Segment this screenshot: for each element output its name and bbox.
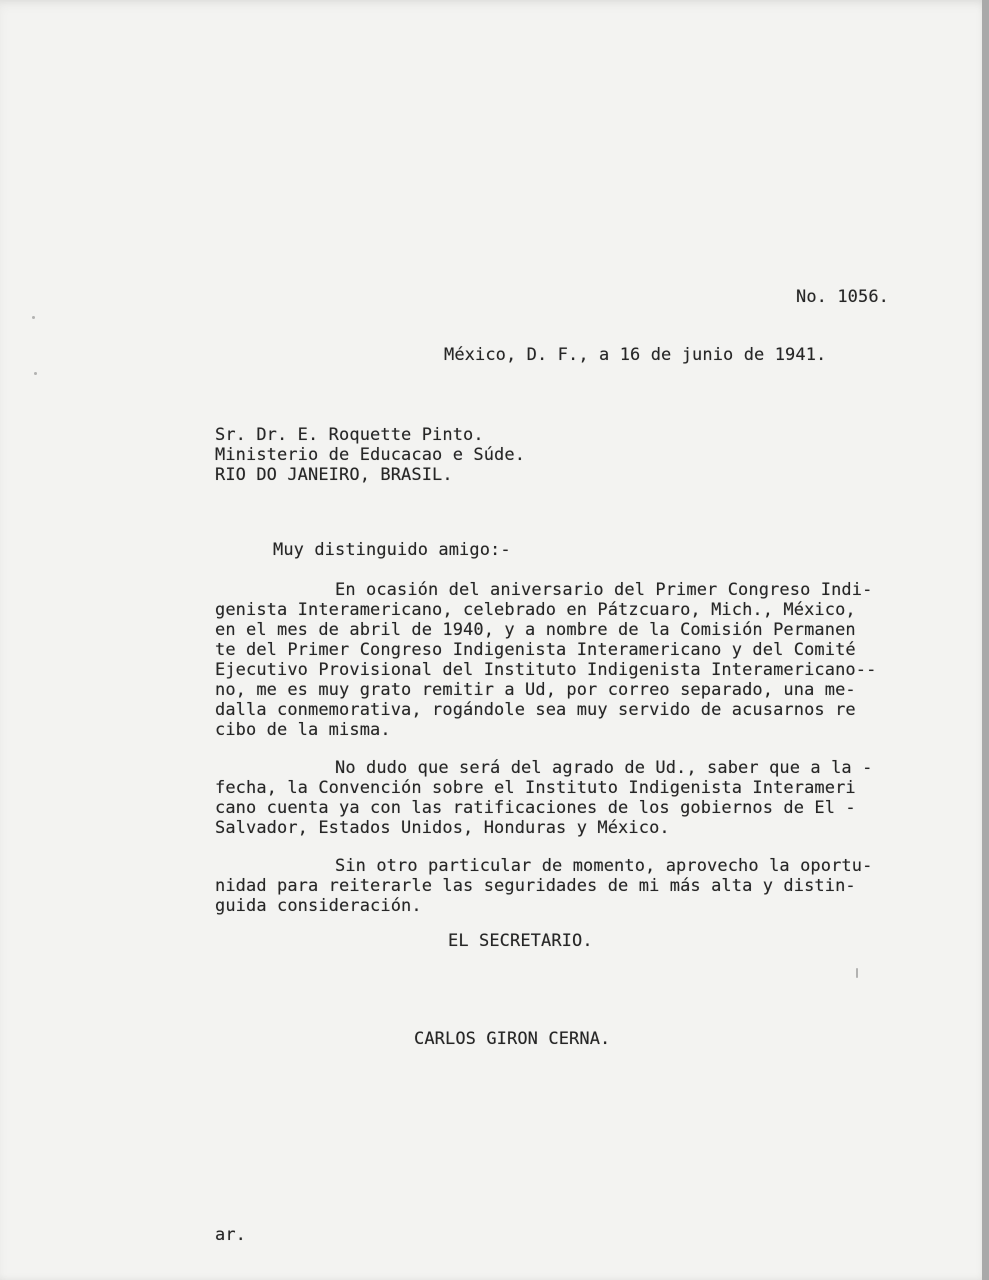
paragraph-line: Ejecutivo Provisional del Instituto Indigenista Interamericano--	[215, 660, 877, 680]
paragraph-line: guida consideración.	[215, 896, 422, 916]
page-edge-shadow	[982, 0, 989, 1280]
recipient-line: RIO DO JANEIRO, BRASIL.	[215, 465, 453, 485]
signature-name: CARLOS GIRON CERNA.	[414, 1029, 611, 1049]
paper-speck	[32, 316, 35, 319]
paragraph-line: dalla conmemorativa, rogándole sea muy servido de acusarnos re	[215, 700, 856, 720]
recipient-line: Ministerio de Educacao e Súde.	[215, 445, 526, 465]
paragraph-line: no, me es muy grato remitir a Ud, por correo separado, una me-	[215, 680, 856, 700]
typist-initials: ar.	[215, 1225, 247, 1245]
paragraph-line: No dudo que será del agrado de Ud., saber que a la -	[335, 758, 873, 778]
paragraph-line: cano cuenta ya con las ratificaciones de los gobiernos de El -	[215, 798, 856, 818]
date-line: México, D. F., a 16 de junio de 1941.	[444, 345, 827, 365]
paragraph-line: fecha, la Convención sobre el Instituto Indigenista Interameri	[215, 778, 856, 798]
paragraph-line: En ocasión del aniversario del Primer Congreso Indi-	[335, 580, 873, 600]
paragraph-line: nidad para reiterarle las seguridades de mi más alta y distin-	[215, 876, 856, 896]
paragraph-line: genista Interamericano, celebrado en Pátzcuaro, Mich., México,	[215, 600, 856, 620]
paragraph-line: Salvador, Estados Unidos, Honduras y México.	[215, 818, 670, 838]
paragraph-line: en el mes de abril de 1940, y a nombre de la Comisión Permanen	[215, 620, 856, 640]
recipient-line: Sr. Dr. E. Roquette Pinto.	[215, 425, 484, 445]
paper-speck	[856, 968, 858, 978]
paragraph-line: te del Primer Congreso Indigenista Interamericano y del Comité	[215, 640, 856, 660]
closing-title: EL SECRETARIO.	[448, 931, 593, 951]
paragraph-line: Sin otro particular de momento, aprovecho la oportu-	[335, 856, 873, 876]
paper-speck	[34, 372, 37, 375]
paragraph-line: cibo de la misma.	[215, 720, 391, 740]
letter-number: No. 1056.	[796, 287, 890, 307]
salutation: Muy distinguido amigo:-	[273, 540, 511, 560]
